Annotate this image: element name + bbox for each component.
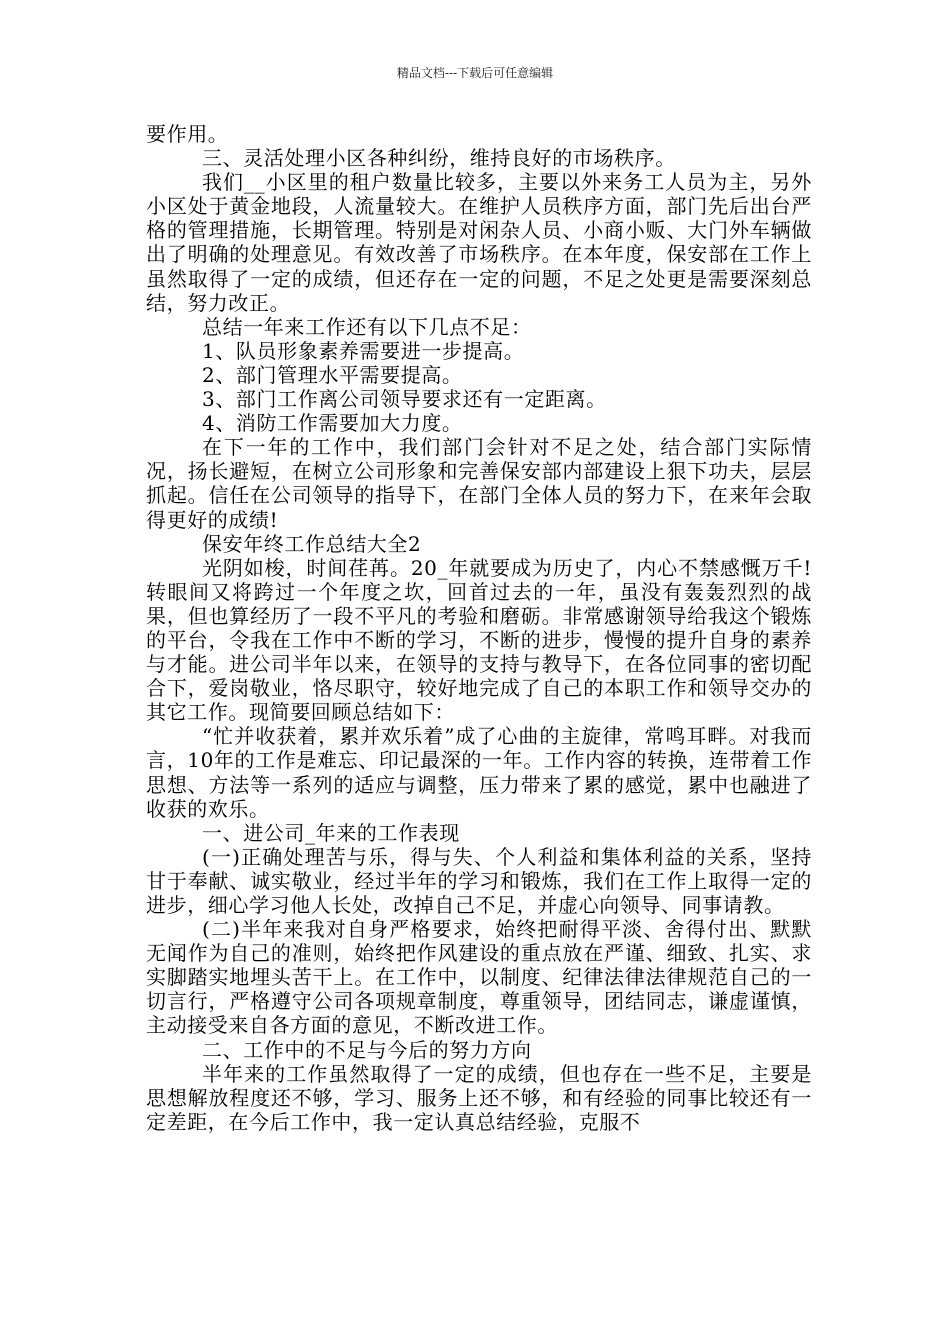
paragraph: 在下一年的工作中，我们部门会针对不足之处，结合部门实际情况，扬长避短，在树立公司形象和完善保安部内部建设上狠下功夫，层层抓起。信任在公司领导的指导下，在部门全体人员的努力下，在来年会取得更好的成绩!	[146, 435, 812, 532]
paragraph: (一)正确处理苦与乐，得与失、个人利益和集体利益的关系，坚持甘于奉献、诚实敬业，经过半年的学习和锻炼，我们在工作上取得一定的进步，细心学习他人长处，改掉自己不足，并虚心向领导、同事请教。	[146, 844, 812, 917]
list-item: 4、消防工作需要加大力度。	[202, 411, 463, 436]
list-item: 2、部门管理水平需要提高。	[202, 362, 463, 387]
paragraph: (二)半年来我对自身严格要求，始终把耐得平淡、舍得付出、默默无闻作为自己的准则，始终把作风建设的重点放在严谨、细致、扎实、求实脚踏实地埋头苦干上。在工作中，以制度、纪律法律法律规范自己的一切言行，严格遵守公司各项规章制度，尊重领导，团结同志，谦虚谨慎，主动接受来自各方面的意见，不断改进工作。	[146, 917, 812, 1038]
section-heading: 三、灵活处理小区各种纠纷，维持良好的市场秩序。	[202, 146, 676, 171]
section-heading: 二、工作中的不足与今后的努力方向	[202, 1037, 532, 1062]
document-body	[146, 122, 812, 1134]
page-header: 精品文档---下载后可任意编辑	[396, 66, 554, 80]
paragraph: 总结一年来工作还有以下几点不足：	[202, 314, 532, 339]
paragraph: 要作用。	[146, 122, 229, 146]
section-title: 保安年终工作总结大全2	[202, 531, 422, 556]
section-heading: 一、进公司_年来的工作表现	[202, 820, 460, 845]
list-item: 3、部门工作离公司领导要求还有一定距离。	[202, 387, 607, 412]
paragraph: 半年来的工作虽然取得了一定的成绩，但也存在一些不足，主要是思想解放程度还不够，学习、服务上还不够，和有经验的同事比较还有一定差距，在今后工作中，我一定认真总结经验，克服不	[146, 1061, 812, 1134]
paragraph: “忙并收获着，累并欢乐着”成了心曲的主旋律，常鸣耳畔。对我而言，10年的工作是难忘、印记最深的一年。工作内容的转换，连带着工作思想、方法等一系列的适应与调整，压力带来了累的感觉，累中也融进了收获的欢乐。	[146, 724, 812, 821]
paragraph: 我们__小区里的租户数量比较多，主要以外来务工人员为主，另外小区处于黄金地段，人流量较大。在维护人员秩序方面，部门先后出台严格的管理措施，长期管理。特别是对闲杂人员、小商小贩、大门外车辆做出了明确的处理意见。有效改善了市场秩序。在本年度，保安部在工作上虽然取得了一定的成绩，但还存在一定的问题，不足之处更是需要深刻总结，努力改正。	[146, 170, 812, 315]
list-item: 1、队员形象素养需要进一步提高。	[202, 338, 525, 363]
paragraph: 光阴如梭，时间荏苒。20_年就要成为历史了，内心不禁感慨万千!转眼间又将跨过一个年度之坎，回首过去的一年，虽没有轰轰烈烈的战果，但也算经历了一段不平凡的考验和磨砺。非常感谢领导给我这个锻炼的平台，令我在工作中不断的学习，不断的进步，慢慢的提升自身的素养与才能。进公司半年以来，在领导的支持与教导下，在各位同事的密切配合下，爱岗敬业，恪尽职守，较好地完成了自己的本职工作和领导交办的其它工作。现简要回顾总结如下：	[146, 555, 812, 725]
